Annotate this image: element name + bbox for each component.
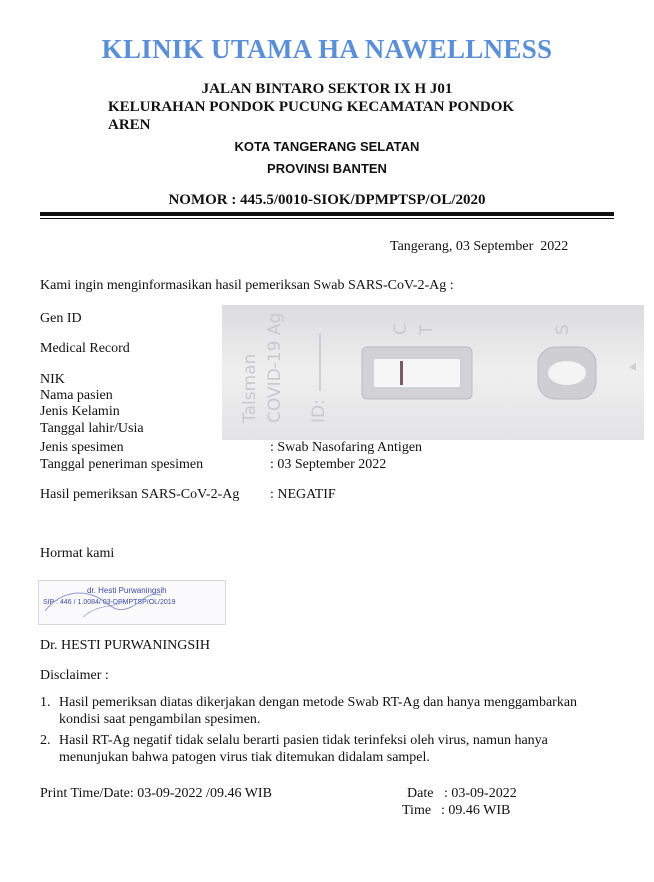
- time-value: : 09.46 WIB: [441, 803, 511, 818]
- disclaimer-title: Disclaimer :: [40, 668, 109, 683]
- brand-text: Talsman: [240, 353, 260, 423]
- list-text: Hasil RT-Ag negatif tidak selalu berarti pasien tidak terinfeksi oleh virus, namun hanya menunjukan bahwa patogen virus tiak ditemukan didalam sampel.: [59, 733, 548, 765]
- address-line-1: JALAN BINTARO SEKTOR IX H J01: [201, 81, 453, 97]
- license-number: NOMOR : 445.5/0010-SIOK/DPMPTSP/OL/2020: [168, 192, 486, 208]
- clinic-name: KLINIK UTAMA HA NAWELLNESS: [101, 34, 553, 64]
- place-date: Tangerang, 03 September 2022: [390, 239, 569, 254]
- stamp-sip: SIP : 446 / 1.0084/ 03-DPMPTSP/OL/2019: [43, 599, 176, 606]
- control-line: [400, 361, 403, 385]
- jenis-spesimen-label: Jenis spesimen: [40, 440, 124, 455]
- antigen-test-photo: [222, 305, 644, 440]
- province: PROVINSI BANTEN: [267, 161, 387, 176]
- doctor-name: Dr. HESTI PURWANINGSIH: [40, 638, 210, 653]
- nama-label: Nama pasien: [40, 388, 113, 403]
- address-line-3: AREN: [108, 117, 151, 133]
- s-mark: S: [553, 324, 573, 335]
- list-item: [40, 732, 610, 766]
- signature-stamp: [38, 580, 226, 625]
- list-text: Hasil pemeriksan diatas dikerjakan dengan metode Swab RT-Ag dan hanya menggambarkan kondisi saat pengambilan spesimen.: [59, 695, 578, 727]
- tanggal-lahir-label: Tanggal lahir/Usia: [40, 421, 144, 436]
- city: KOTA TANGERANG SELATAN: [234, 139, 420, 154]
- print-time: Print Time/Date: 03-09-2022 /09.46 WIB: [40, 786, 272, 801]
- header-divider-thin: [40, 218, 614, 219]
- list-number: 1.: [40, 695, 51, 710]
- hasil-value: : NEGATIF: [270, 487, 336, 502]
- intro-text: Kami ingin menginformasikan hasil pemeriksan Swab SARS-CoV-2-Ag :: [40, 278, 454, 293]
- time-label: Time: [402, 803, 432, 818]
- hasil-label: Hasil pemeriksan SARS-CoV-2-Ag: [40, 487, 240, 502]
- product-text: COVID-19 Ag: [265, 312, 285, 423]
- tanggal-penerimaan-value: : 03 September 2022: [270, 457, 387, 472]
- id-text: ID:: [309, 399, 329, 423]
- address-line-2: KELURAHAN PONDOK PUCUNG KECAMATAN PONDOK: [108, 99, 515, 115]
- list-number: 2.: [40, 733, 51, 748]
- gen-id-label: Gen ID: [40, 311, 82, 326]
- antigen-test-cassette-graphic: [222, 305, 644, 440]
- jenis-spesimen-value: : Swab Nasofaring Antigen: [270, 440, 423, 455]
- nik-label: NIK: [40, 372, 65, 387]
- disclaimer-list: [40, 694, 610, 770]
- tanggal-penerimaan-label: Tanggal peneriman spesimen: [40, 457, 204, 472]
- date-label: Date: [407, 786, 434, 801]
- closing: Hormat kami: [40, 546, 115, 561]
- date-value: : 03-09-2022: [444, 786, 517, 801]
- medical-record-label: Medical Record: [40, 341, 130, 356]
- list-item: [40, 694, 610, 728]
- t-mark: T: [417, 324, 437, 335]
- c-mark: C: [391, 323, 411, 335]
- jenis-kelamin-label: Jenis Kelamin: [40, 404, 120, 419]
- header-divider-thick: [40, 212, 614, 216]
- stamp-name: dr. Hesti Purwaningsih: [87, 586, 167, 595]
